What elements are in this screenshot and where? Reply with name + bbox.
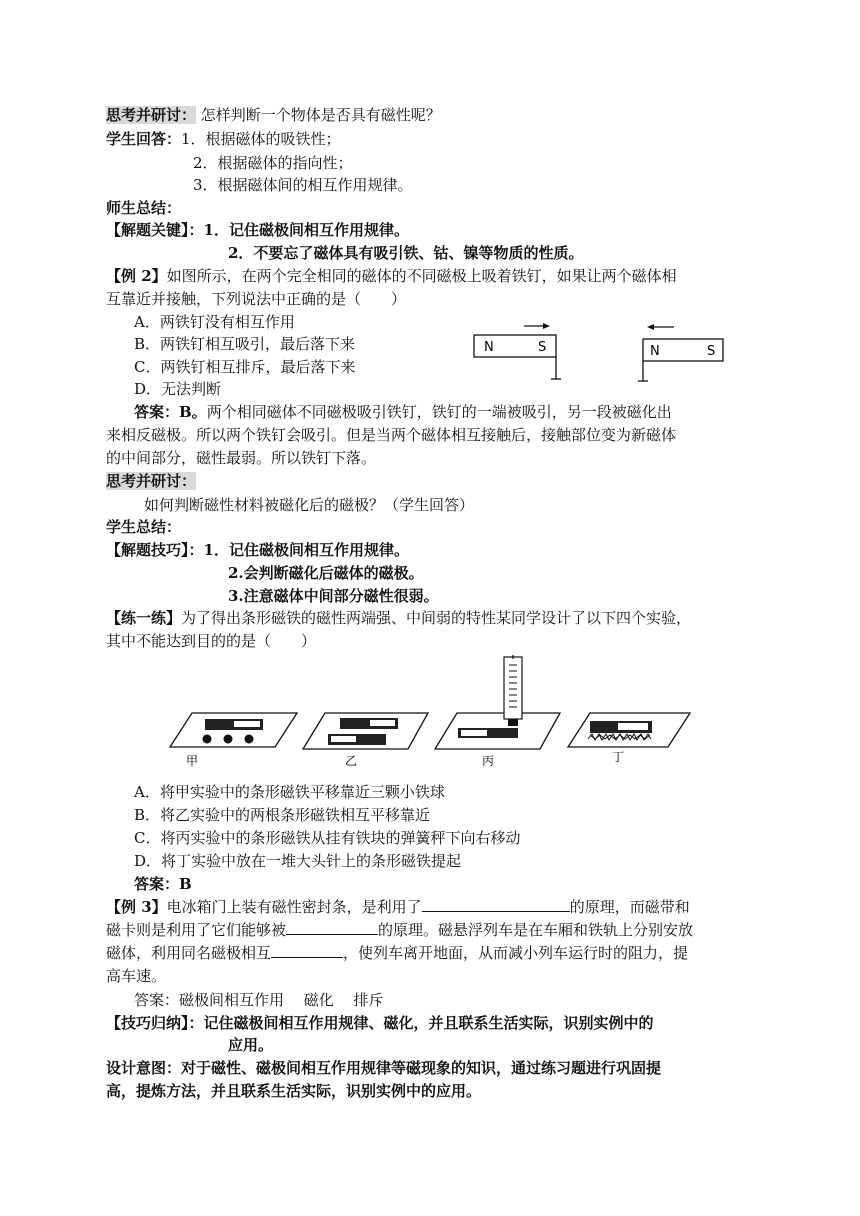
nail-left — [551, 357, 561, 379]
example-3-line-2 — [106, 919, 693, 941]
arrow-right-head — [543, 323, 550, 329]
skill-summary-text-1: 记住磁极间相互作用规律、磁化，并且联系生活实际，识别实例中的 — [203, 1014, 654, 1032]
think-discuss-label-2: 思考并研讨： — [106, 472, 197, 490]
example-3-text-1a: 电冰箱门上装有磁性密封条，是利用了 — [166, 898, 422, 916]
experiment-ding — [568, 713, 690, 764]
practice-stem-text: 为了得出条形磁铁的磁性两端强、中间弱的特性某同学设计了以下四个实验， — [181, 609, 692, 627]
example-3-text-3a: 磁体，利用同名磁极相互 — [106, 944, 272, 962]
magnet-right-s: S — [707, 344, 716, 359]
example-2-answer-line-2: 来相反磁极。所以两个铁钉会吸引。但是当两个磁体相互接触后，接触部位变为新磁体 — [106, 426, 677, 444]
example-2-option-d: D．无法判断 — [134, 380, 222, 398]
four-experiments-figure — [160, 655, 700, 773]
student-answer-item-3: 3．根据磁体间的相互作用规律。 — [193, 176, 413, 194]
teacher-student-summary: 师生总结： — [106, 199, 182, 217]
answer-blank-2[interactable] — [286, 920, 378, 935]
nail-right — [638, 361, 648, 381]
practice-label: 【练一练】 — [106, 609, 182, 627]
magnet-left-s: S — [538, 340, 547, 355]
magnet-right-n: N — [650, 344, 660, 359]
answer-blank-3[interactable] — [271, 943, 343, 958]
example-2-answer-line-1 — [134, 401, 672, 423]
example-3-line-3 — [106, 942, 688, 964]
skill-summary-line-2: 应用。 — [228, 1036, 274, 1054]
tips-line-1 — [106, 539, 409, 561]
practice-stem-2: 其中不能达到目的的是（ ） — [106, 632, 317, 650]
example-2-label: 【例 2】 — [106, 267, 167, 285]
skill-summary-line-1 — [106, 1012, 654, 1034]
tip-2: 2.会判断磁化后磁体的磁极。 — [228, 564, 424, 582]
experiment-yi — [303, 713, 428, 768]
experiment-label-ding: 丁 — [612, 750, 625, 764]
think-discuss-line-1 — [106, 104, 441, 126]
practice-stem-1 — [106, 607, 691, 629]
example-3-line-4: 高车速。 — [106, 967, 167, 985]
practice-option-d: D．将丁实验中放在一堆大头针上的条形磁铁提起 — [134, 852, 462, 870]
tip-3: 3.注意磁体中间部分磁性很弱。 — [228, 587, 439, 605]
example-3-text-2a: 磁卡则是利用了它们能够被 — [106, 921, 287, 939]
example-3-label: 【例 3】 — [106, 898, 167, 916]
magnet-left-n: N — [484, 340, 494, 355]
example-2-answer-text-1: 两个相同磁体不同磁极吸引铁钉，铁钉的一端被吸引，另一段被磁化出 — [206, 403, 672, 421]
example-3-text-2b: 的原理。磁悬浮列车是在车厢和铁轨上分别安放 — [378, 921, 694, 939]
student-answer-item-2: 2．根据磁体的指向性； — [193, 154, 353, 172]
tip-1: 1．记住磁极间相互作用规律。 — [203, 541, 409, 559]
experiment-label-bing: 丙 — [482, 754, 495, 768]
practice-option-a: A．将甲实验中的条形磁铁平移靠近三颗小铁球 — [134, 783, 445, 801]
design-intent-line-1: 设计意图：对于磁性、磁极间相互作用规律等磁现象的知识，通过练习题进行巩固提 — [106, 1059, 662, 1077]
key-point-2: 2．不要忘了磁体具有吸引铁、钴、镍等物质的性质。 — [228, 244, 584, 262]
example-3-answer: 答案：磁极间相互作用 磁化 排斥 — [134, 991, 384, 1009]
example-2-stem-1 — [106, 265, 677, 287]
student-answer-line-1 — [106, 128, 341, 150]
answer-blank-1[interactable] — [422, 897, 570, 912]
example-3-line-1 — [106, 896, 690, 918]
example-2-stem-2: 互靠近并接触，下列说法中正确的是（ ） — [106, 290, 407, 308]
practice-answer: 答案：B — [134, 875, 192, 893]
key-point-1: 1．记住磁极间相互作用规律。 — [203, 221, 409, 239]
example-2-option-c: C．两铁钉相互排斥，最后落下来 — [134, 358, 356, 376]
think-discuss-question-2: 如何判断磁性材料被磁化后的磁极？（学生回答） — [144, 496, 475, 514]
design-intent-line-2: 高，提炼方法，并且联系生活实际，识别实例中的应用。 — [106, 1082, 482, 1100]
think-discuss-line-2 — [106, 470, 196, 492]
magnet-left — [474, 335, 556, 357]
example-2-answer-label: 答案：B。 — [134, 403, 207, 421]
example-2-option-b: B．两铁钉相互吸引，最后落下来 — [134, 335, 356, 353]
example-2-answer-line-3: 的中间部分，磁性最弱。所以铁钉下落。 — [106, 449, 377, 467]
practice-option-c: C．将丙实验中的条形磁铁从挂有铁块的弹簧秤下向右移动 — [134, 829, 521, 847]
student-summary: 学生总结： — [106, 518, 182, 536]
example-2-stem-text: 如图所示，在两个完全相同的磁体的不同磁极上吸着铁钉，如果让两个磁体相 — [166, 267, 677, 285]
example-2-option-a: A．两铁钉没有相互作用 — [134, 313, 295, 331]
example-3-text-1b: 的原理，而磁带和 — [569, 898, 690, 916]
think-discuss-question: 怎样判断一个物体是否具有磁性呢？ — [200, 106, 441, 124]
tips-label: 【解题技巧】： — [106, 541, 204, 559]
practice-option-b: B．将乙实验中的两根条形磁铁相互平移靠近 — [134, 806, 431, 824]
magnet-right — [643, 339, 723, 361]
experiment-label-jia: 甲 — [186, 754, 199, 768]
experiment-label-yi: 乙 — [345, 754, 358, 768]
experiment-jia — [170, 713, 297, 768]
experiment-bing — [435, 655, 560, 768]
key-points-label: 【解题关键】： — [106, 221, 204, 239]
arrow-left-head — [647, 324, 654, 330]
key-points-line-1 — [106, 219, 409, 241]
example-3-text-3b: ，使列车离开地面，从而减小列车运行时的阻力，提 — [343, 944, 689, 962]
think-discuss-label: 思考并研讨： — [106, 106, 197, 124]
skill-summary-label: 【技巧归纳】： — [106, 1014, 204, 1032]
magnets-with-nails-figure — [460, 315, 740, 387]
student-answer-label: 学生回答： — [106, 130, 182, 148]
student-answer-item-1: 1．根据磁体的吸铁性； — [181, 130, 341, 148]
